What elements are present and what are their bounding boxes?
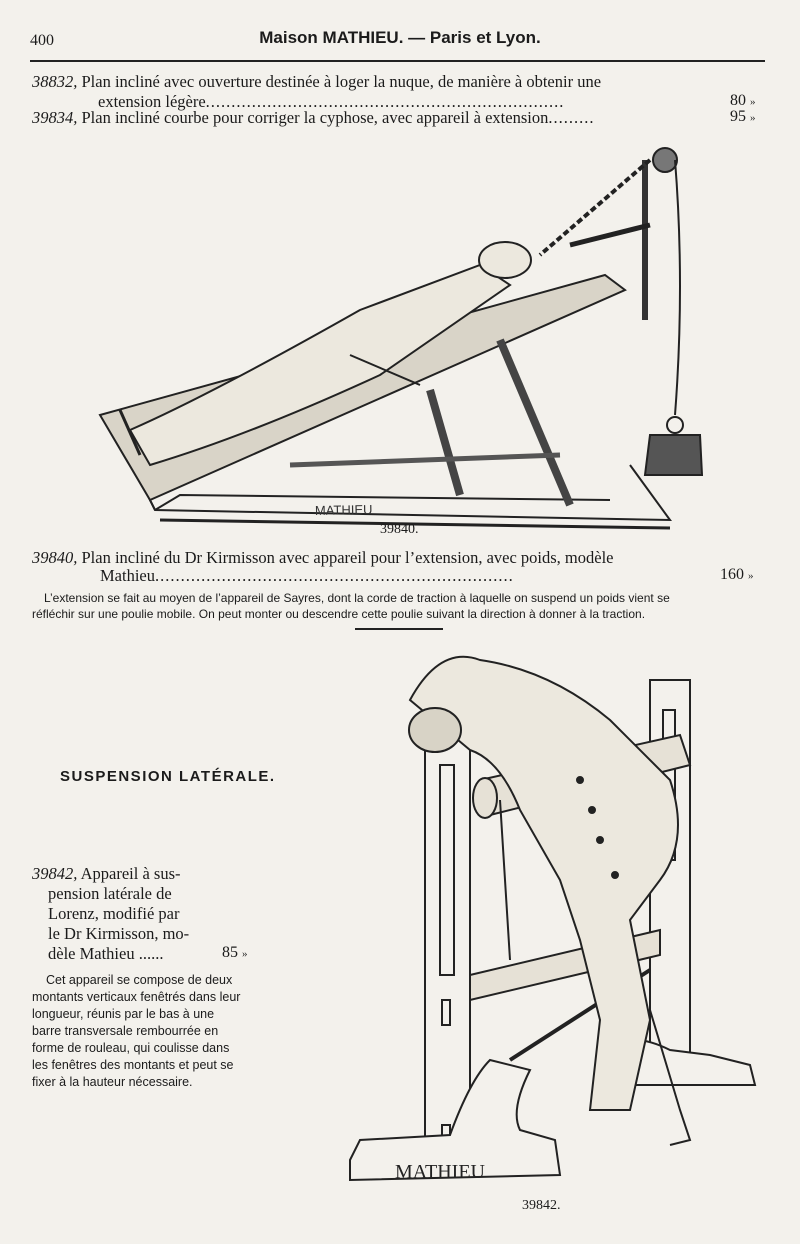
entry-text: Plan incliné du Dr Kirmisson avec appareil pour l’extension, avec poids, modèle	[81, 548, 614, 567]
note-39842-line: forme de rouleau, qui coulisse dans	[32, 1041, 230, 1055]
entry-ref: 39840,	[32, 548, 78, 567]
entry-text: extension légère	[98, 92, 206, 111]
entry-ref: 39842,	[32, 864, 78, 883]
entry-39834-price	[730, 108, 756, 126]
note-39842-line: montants verticaux fenêtrés dans leur	[32, 990, 241, 1004]
price-value: 80	[730, 92, 746, 109]
entry-39842-line: dèle Mathieu ......	[48, 944, 164, 963]
entry-text: Appareil à sus-	[80, 864, 181, 883]
entry-text: Mathieu	[100, 566, 155, 585]
entry-39840	[32, 548, 613, 568]
entry-39842-line: Lorenz, modifié par	[48, 904, 180, 923]
entry-39842	[32, 864, 180, 884]
note-39842-line: barre transversale rembourrée en	[32, 1024, 219, 1038]
board-maker-label: MATHIEU	[314, 501, 373, 518]
price-value: 160	[720, 566, 744, 583]
price-value: 95	[730, 108, 746, 125]
note-39840-line1: L’extension se fait au moyen de l’appareil de Sayres, dont la corde de traction à laquelle on suspend un poids vient se	[44, 591, 670, 605]
entry-39840-line2: Mathieu......................................................................	[100, 566, 514, 585]
note-39842-line: les fenêtres des montants et peut se	[32, 1058, 234, 1072]
entry-38832	[32, 72, 601, 92]
entry-38832-line2: extension légère......................................................................	[98, 92, 565, 111]
entry-39842-line: le Dr Kirmisson, mo-	[48, 924, 190, 943]
entry-39842-line: pension latérale de	[48, 884, 172, 903]
section-heading: SUSPENSION LATÉRALE.	[60, 768, 276, 785]
page-title: Maison MATHIEU. — Paris et Lyon.	[259, 28, 541, 47]
figure-number-39842: 39842.	[522, 1198, 561, 1213]
entry-text: Plan incliné courbe pour corriger la cyphose, avec appareil à extension	[81, 108, 549, 127]
price-currency: »	[750, 112, 756, 124]
note-39842-line: longueur, réunis par le bas à une	[32, 1007, 215, 1021]
header-rule	[30, 60, 765, 62]
page-number: 400	[30, 32, 54, 49]
price-value: 85	[222, 944, 238, 961]
figure-number-39840: 39840.	[380, 522, 419, 537]
inclined-plane-illustration	[90, 135, 730, 530]
entry-39840-price	[720, 566, 754, 584]
note-39842-line: fixer à la hauteur nécessaire.	[32, 1075, 193, 1089]
entry-text: Plan incliné avec ouverture destinée à loger la nuque, de manière à obtenir une	[81, 72, 602, 91]
base-maker-label: MATHIEU	[395, 1161, 485, 1183]
page-header	[30, 28, 770, 50]
price-currency: »	[748, 570, 754, 582]
lateral-suspension-illustration	[330, 640, 780, 1195]
note-39840-line2: réfléchir sur une poulie mobile. On peut monter ou descendre cette poulie suivant la direction à donner à la traction.	[32, 607, 646, 621]
entry-ref: 39834,	[32, 108, 78, 127]
price-currency: »	[750, 96, 756, 108]
entry-39842-price	[222, 944, 248, 962]
section-divider	[355, 628, 443, 630]
entry-39834: 39834, Plan incliné courbe pour corriger la cyphose, avec appareil à extension.........	[32, 108, 595, 127]
price-currency: »	[242, 948, 248, 960]
entry-ref: 38832,	[32, 72, 78, 91]
note-39842-line: Cet appareil se compose de deux	[46, 973, 233, 987]
